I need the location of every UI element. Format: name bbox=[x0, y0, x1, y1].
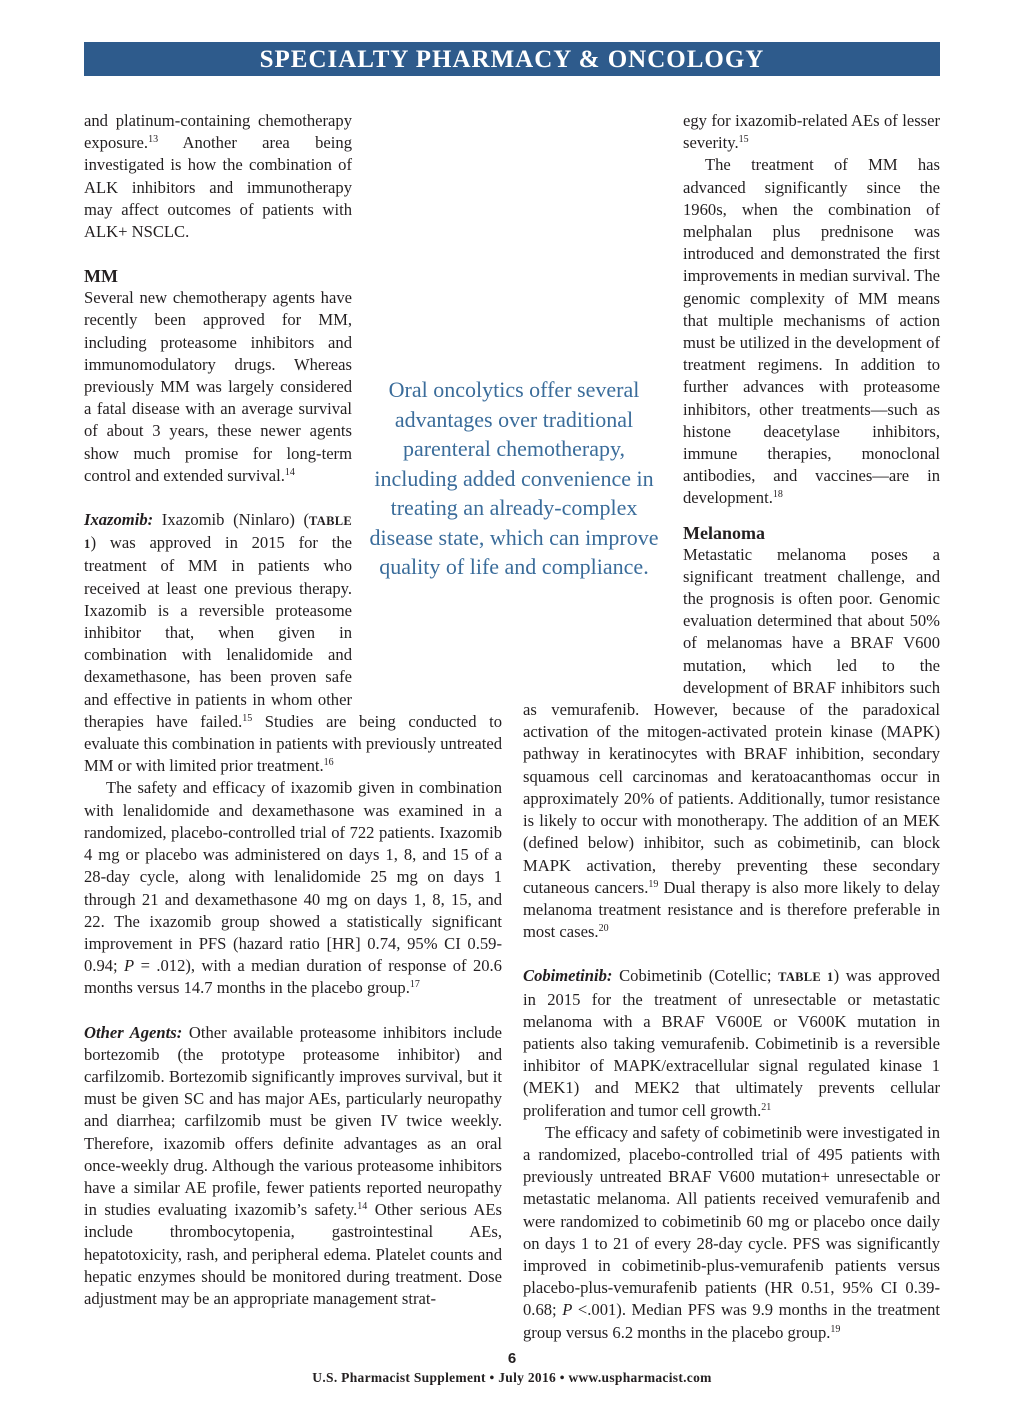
paragraph-cobimetinib: Cobimetinib: Cobimetinib (Cotellic; TABLE 1) was approved in 2015 for the treatment of unresectable or metastatic melanoma with a BRAF V600E or V600K mutation in patients also taking vemurafenib. Cobimetinib is a reversible inhibitor of MAPK/extracellular signal regulated kinase 1 (MEK1) and MEK2 that ultimately prevents cellular proliferation and tumor cell growth.$^{21}$ bbox=[523, 966, 940, 1120]
paragraph-continuation: egy for ixazomib-related AEs of lesser severity.$^{15}$ bbox=[683, 111, 940, 153]
footer-line: U.S. Pharmacist Supplement • July 2016 • www.uspharmacist.com bbox=[312, 1370, 712, 1385]
section-banner: SPECIALTY PHARMACY & ONCOLOGY bbox=[84, 42, 940, 76]
reference: 16 bbox=[323, 757, 334, 769]
page-number: 6 bbox=[507, 1350, 517, 1367]
heading-mm: MM bbox=[84, 266, 118, 287]
paragraph-other-agents: Other Agents: Other available proteasome inhibitors include bortezomib (the prototype proteasome inhibitor) and carfilzomib. Bortezomib significantly improves survival, but it must be given SC and has major AEs, particularly neuropathy and diarrhea; carfilzomib must be given IV twice weekly. Therefore, ixazomib offers definite advantages as an oral once-weekly drug. Although the various proteasome inhibitors have a similar AE profile, fewer patients reported neuropathy in studies evaluating ixazomib’s safety.$^{14}$ Other serious AEs include thrombocytopenia, gastrointestinal AEs, hepatotoxicity, rash, and peripheral edema. Platelet counts and hepatic enzymes should be monitored during treatment. Dose adjustment may be an appropriate management strat- bbox=[84, 1022, 502, 1308]
paragraph-ixazomib: Ixazomib: Ixazomib (Ninlaro) (TABLE 1) was approved in 2015 for the treatment of MM in patients who received at least one previous therapy. Ixazomib is a reversible proteasome inhibitor that, when given in combination with lenalidomide and dexamethasone, has been proven safe and effective in patients in whom other therapies have failed.$^{15}$ Studies are being conducted to evaluate this combination in patients with previously untreated MM or with limited prior treatment.$^{16}$ bbox=[84, 510, 502, 776]
reference: 17 bbox=[409, 979, 420, 991]
table-reference: TABLE 1 bbox=[84, 514, 352, 552]
paragraph-melanoma: Metastatic melanoma poses a significant treatment challenge, and the prognosis is often poor. Genomic evaluation determined that about 50% of melanomas have a BRAF V600 mutation, which led to the development of BRAF inhibitors such as vemurafenib. However, because of the paradoxical activation of the mitogen-activated protein kinase (MAPK) pathway in keratinocytes with BRAF inhibition, secondary squamous cell carcinomas and keratoacanthomas occur in approximately 20% of patients. Additionally, tumor resistance is likely to occur with monotherapy. The addition of an MEK (defined below) inhibitor, such as cobimetinib, can block MAPK activation, thereby preventing these secondary cutaneous cancers.$^{19}$ Dual therapy is also more likely to delay melanoma treatment resistance and is therefore preferable in most cases.$^{20}$ bbox=[523, 544, 940, 942]
reference: 13 bbox=[148, 134, 159, 146]
paragraph-intro: and platinum-containing chemotherapy exposure.$^{13}$ Another area being investigated is how the combination of ALK inhibitors and immunotherapy may affect outcomes of patients with ALK+ NSCLC. bbox=[84, 111, 352, 242]
pull-quote: Oral oncolytics offer several advantages over traditional parenteral chemotherapy, including added convenience in treating an already-complex disease state, which can improve quality of life and compliance. bbox=[369, 377, 659, 579]
right-column bbox=[523, 110, 940, 1344]
paragraph-mm-treatment: The treatment of MM has advanced significantly since the 1960s, when the combination of melphalan plus prednisone was introduced and demonstrated the first improvements in median survival. The genomic complexity of MM means that multiple mechanisms of action must be utilized in the development of treatment regimens. In addition to further advances with proteasome inhibitors, other treatments—such as histone deacetylase inhibitors, immune therapies, monoclonal antibodies, and vaccines—are in development.$^{18}$ bbox=[683, 155, 940, 508]
subheading-cobimetinib: Cobimetinib: bbox=[523, 966, 613, 986]
reference: 20 bbox=[598, 923, 609, 935]
reference: 19 bbox=[648, 878, 659, 890]
reference: 18 bbox=[772, 489, 783, 501]
paragraph-mm: Several new chemotherapy agents have recently been approved for MM, including proteasome inhibitors and immunomodulatory drugs. Whereas previously MM was largely considered a fatal disease with an average survival of about 3 years, these newer agents show much promise for long-term control and extended survival.$^{14}$ bbox=[84, 288, 352, 485]
reference: 14 bbox=[284, 466, 295, 478]
reference: 14 bbox=[357, 1201, 368, 1213]
reference: 21 bbox=[761, 1101, 772, 1113]
subheading-ixazomib: Ixazomib: bbox=[84, 510, 154, 530]
subheading-other-agents: Other Agents: bbox=[84, 1022, 183, 1042]
heading-melanoma: Melanoma bbox=[683, 522, 765, 543]
paragraph-cobimetinib-trial: The efficacy and safety of cobimetinib were investigated in a randomized, placebo-controlled trial of 495 patients with previously untreated BRAF V600 mutation+ unresectable or metastatic melanoma. All patients received vemurafenib and were randomized to cobimetinib 60 mg or placebo once daily on days 1 to 21 of every 28-day cycle. PFS was significantly improved in cobimetinib-plus-vemurafenib patients versus placebo-plus-vemurafenib patients (HR 0.51, 95% CI 0.39-0.68; P <.001). Median PFS was 9.9 months in the treatment group versus 6.2 months in the placebo group.$^{19}$ bbox=[523, 1122, 940, 1342]
reference: 15 bbox=[242, 712, 253, 724]
paragraph-ixazomib-trial: The safety and efficacy of ixazomib given in combination with lenalidomide and dexamethasone was examined in a randomized, placebo-controlled trial of 722 patients. Ixazomib 4 mg or placebo was administered on days 1, 8, and 15 of a 28-day cycle, along with lenalidomide 25 mg on days 1 through 21 and dexamethasone 40 mg on days 1, 8, 15, and 22. The ixazomib group showed a statistically significant improvement in PFS (hazard ratio [HR] 0.74, 95% CI 0.59-0.94; P = .012), with a median duration of response of 20.6 months versus 14.7 months in the placebo group.$^{17}$ bbox=[84, 778, 502, 998]
reference: 19 bbox=[830, 1323, 841, 1335]
reference: 15 bbox=[738, 134, 749, 146]
table-reference: TABLE 1 bbox=[778, 970, 834, 985]
left-column bbox=[84, 110, 502, 1310]
